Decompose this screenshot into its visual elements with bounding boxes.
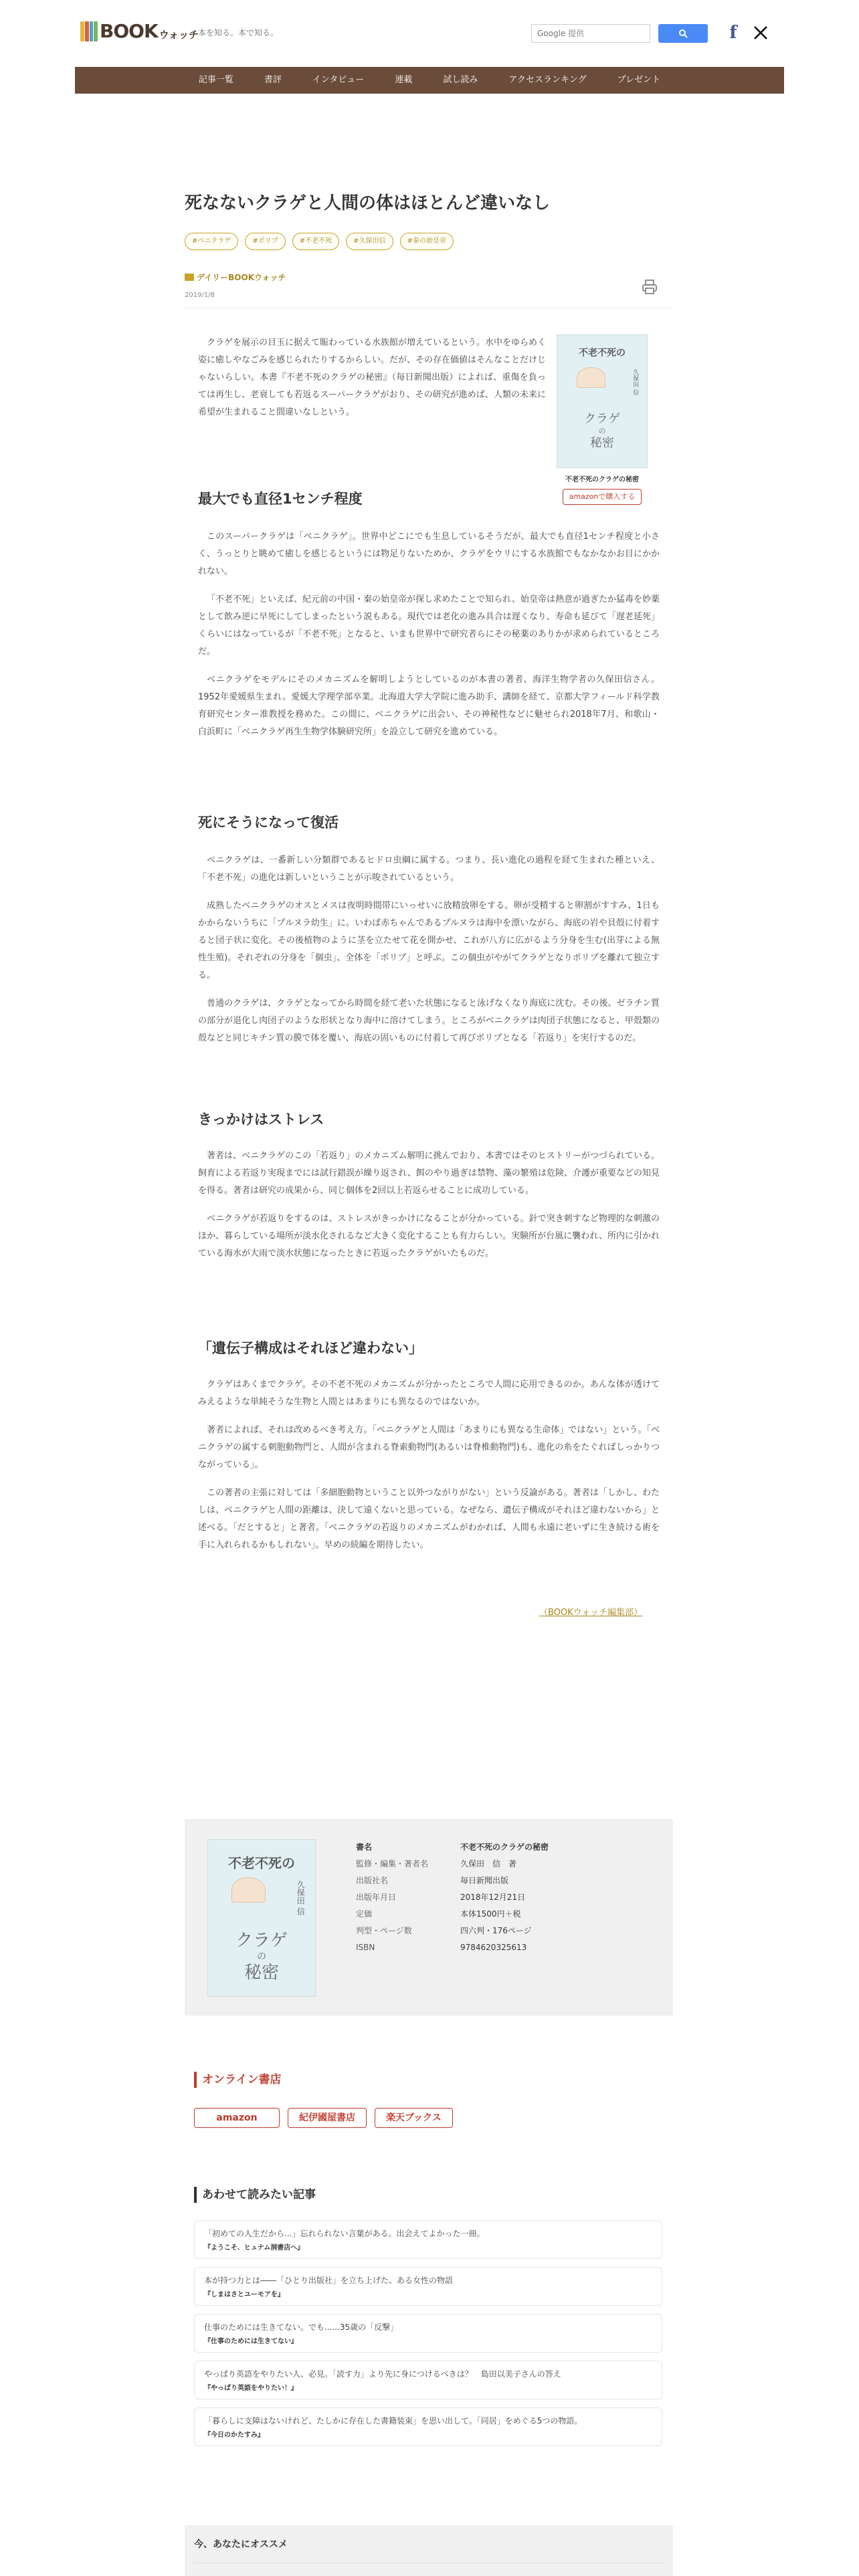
info-key: 書名 (356, 1842, 373, 1852)
print-icon[interactable] (641, 278, 658, 296)
cover-title-top: 不老不死の (579, 347, 626, 358)
tag[interactable]: #秦の始皇帝 (400, 233, 454, 250)
folder-icon (185, 274, 194, 281)
paragraph: この著者の主張に対しては「多細胞動物ということ以外つながりがない」という反論がある。著者は「しかし、わたしは、ベニクラゲと人間の距離は、決して遠くないと思っている。なぜなら、遺伝子構成がそれほど違わないから」と述べる。「だとすると」と著者。「ベニクラゲの若返りのメカニズムがわかれば、人間も永遠に老いずに生き続ける術を手に入れられるかもしれない」。早めの続編を期待したい。 (198, 1488, 660, 1550)
nav-item-reviews[interactable]: 書評 (264, 75, 282, 85)
article-section (198, 812, 660, 1058)
paragraph: ベニクラゲが若返りをするのは、ストレスがきっかけになることが分かっている。針で突き刺すなど物理的な刺激のほか、暮らしている場所が淡水化されるなど大きく変化することも有力らしい。実験所が台風に襲われ、所内に引かれている海水が大雨で淡水状態になったときに若返ったクラゲがいたものだ。 (198, 1214, 660, 1259)
site-header (75, 13, 784, 53)
cover-main-3: 秘密 (590, 435, 614, 450)
credit-text: BOOKウォッチ編集部 (548, 1608, 634, 1618)
related-book: 『今日のかたすみ』 (204, 2432, 264, 2439)
cover-main-1: クラゲ (584, 411, 620, 426)
section-heading: 最大でも直径1センチ程度 (198, 491, 363, 507)
info-value: 久保田 信 著 (460, 1859, 517, 1868)
info-row-price (356, 1906, 549, 1923)
related-heading: あわせて読みたい記事 (194, 2187, 316, 2203)
cover-main-title (557, 412, 647, 451)
cover-main-3: 秘密 (244, 1962, 279, 1983)
related-item[interactable] (194, 2407, 662, 2446)
cover-main-2: の (257, 1951, 266, 1962)
section-heading: きっかけはストレス (198, 1111, 324, 1128)
logo-books-icon (80, 21, 98, 41)
tag[interactable]: #不老不死 (292, 233, 339, 250)
info-value: 9784620325613 (460, 1943, 527, 1952)
side-book (557, 334, 648, 505)
related-book: 『やっぱり英語をやりたい！』 (204, 2385, 298, 2392)
book-info-table (356, 1839, 549, 1956)
book-cover-large[interactable] (207, 1839, 316, 1997)
amazon-buy-button[interactable]: amazonで購入する (563, 489, 642, 505)
page-title: 死なないクラゲと人間の体はほとんど違いなし (185, 193, 551, 213)
lead-paragraph: クラゲを展示の目玉に据えて賑わっている水族館が増えているという。水中をゆらめく姿に癒しやなごみを感じられたりするからしい。だが、その存在価値はそんなことだけじゃないらしい。本書『不老不死のクラゲの秘密』（毎日新聞出版）によれば、重傷を負っては再生し、老衰しても若返るスーパークラゲがおり、その研究が進めば、人類の未来に希望が生まれること間違いなしという。 (198, 338, 547, 417)
related-item[interactable] (194, 2361, 662, 2399)
store-buttons (194, 2108, 453, 2128)
related-desc: やっぱり英語をやりたい人、必見。「読す力」より先に身につけるべきは？ 島田以美子さんの答え (204, 2369, 561, 2379)
info-key: 出版年月日 (356, 1893, 397, 1902)
info-row-author (356, 1856, 549, 1872)
paragraph: このスーパークラゲは「ベニクラゲ」。世界中どこにでも生息しているそうだが、最大でも直径1センチ程度と小さく、うっとりと眺めて癒しを感じるというには物足りないためか、クラゲをウリにする水族館でもなかなかお目にかかれない。 (198, 532, 660, 576)
paragraph: 成熟したベニクラゲのオスとメスは夜明時間帯にいっせいに放精放卵をする。卵が受精すると卵割がすすみ、1日もかからないうちに「プルヌラ幼生」に。いわば赤ちゃんであるプルヌラは海中を漂いながら、海底の岩や貝殻に付着すると団子状に変化。その後植物のように茎を立たせて花を開かせ、これが八方に広がるよう分身を生む(出芽による無性生殖)。それぞれの分身を「個虫」、全体を「ポリプ」と呼ぶ。この個虫がやがてクラゲとなりポリプを離れて独立する。 (198, 901, 660, 980)
related-book: 『しまはさとユーモアを』 (204, 2291, 284, 2298)
paragraph: 普通のクラゲは、クラゲとなってから時間を経て老いた状態になると泳げなくなり海底に沈む。その後、ゼラチン質の部分が退化し肉団子のような形状となり海中に溶けてしまう。ところがベニクラゲは肉団子状態になると、甲殻類の殻などと同じキチン質の膜で体を覆い、海底の固いものに付着して再びポリプとなる「若返り」を実行するのだ。 (198, 998, 660, 1043)
info-row-format (356, 1923, 549, 1939)
info-row-isbn (356, 1939, 549, 1956)
nav-item-interviews[interactable]: インタビュー (312, 75, 365, 85)
tag-list (185, 233, 454, 250)
info-key: 判型・ページ数 (356, 1926, 412, 1935)
paragraph: 著者は、ベニクラゲのこの「若返り」のメカニズム解明に挑んでおり、本書ではそのヒストリーがつづられている。飼育による若返り実現までには試行錯誤が繰り返され、餌のやり過ぎは禁物、藻の繁殖は危険、介護が重要などの知見を得る。著者は研究の成果から、同じ個体を2回以上若返らせることに成功している。 (198, 1151, 660, 1196)
logo-text: BOOK (100, 20, 158, 42)
online-store-heading: オンライン書店 (194, 2072, 282, 2088)
book-info-panel (185, 1819, 673, 2016)
tag[interactable]: #ポリプ (245, 233, 285, 250)
store-kinokuniya-button[interactable]: 紀伊國屋書店 (288, 2108, 367, 2128)
search-icon (678, 29, 688, 38)
section-heading: 死にそうになって復活 (198, 815, 339, 831)
related-list (194, 2220, 662, 2454)
store-amazon-button[interactable]: amazon (194, 2108, 280, 2128)
search-box[interactable] (531, 24, 650, 43)
jellyfish-illustration (577, 367, 605, 389)
info-value: 四六判・176ページ (460, 1926, 532, 1935)
book-cover-image[interactable] (557, 334, 648, 468)
related-desc: 「暮らしに支障はないけれど、たしかに存在した書籍装束」を思い出して。「同居」をめぐる5つの物語。 (204, 2416, 583, 2426)
paragraph: ベニクラゲは、一番新しい分類群であるヒドロ虫綱に属する。つまり、長い進化の過程を経て生まれた種といえ、「不老不死」の進化は新しいということが示唆されているという。 (198, 855, 660, 883)
x-twitter-icon[interactable] (752, 23, 769, 43)
article-section (198, 1109, 660, 1273)
info-key: 監修・編集・著者名 (356, 1859, 429, 1868)
info-value: 2018年12月21日 (460, 1893, 526, 1902)
cover-author: 久保田 信 (296, 1880, 306, 1915)
info-key: 出版社名 (356, 1876, 389, 1885)
source-label: デイリーBOOKウォッチ (197, 273, 286, 282)
cover-main-1: クラゲ (235, 1930, 288, 1951)
info-row-title (356, 1839, 549, 1856)
cover-author: 久保田 信 (632, 369, 639, 396)
article-source[interactable] (185, 272, 286, 283)
recommend-panel (185, 2525, 673, 2576)
info-value: 毎日新聞出版 (460, 1876, 509, 1885)
nav-item-series[interactable]: 連載 (395, 75, 413, 85)
related-item[interactable] (194, 2267, 662, 2306)
jellyfish-illustration (231, 1877, 266, 1902)
nav-item-trial-reading[interactable]: 試し読み (443, 75, 478, 85)
info-key: 定価 (356, 1909, 373, 1919)
book-caption: 不老不死のクラゲの秘密 (565, 476, 639, 484)
related-item[interactable] (194, 2314, 662, 2353)
cover-main-2: の (598, 426, 606, 435)
cover-title-top: 不老不死の (228, 1854, 295, 1871)
related-desc: 本が持つ力とは――「ひとり出版社」を立ち上げた、ある女性の物語 (204, 2276, 454, 2285)
nav-item-ranking[interactable]: アクセスランキング (508, 75, 587, 85)
paragraph: 「不老不死」といえば、紀元前の中国・秦の始皇帝が探し求めたことで知られ、始皇帝は熱意が過ぎたか猛毒を妙薬として飲み逆に早死にしてしまったという説もある。現代では老化の進み具合は遅くなり、寿命も延びて「遅老延死」くらいにはなっているが「不老不死」となると、いまも世界中で研究者らにその秘薬のありかが求められているところだ。 (198, 595, 660, 657)
search-input[interactable] (532, 25, 650, 42)
info-key: ISBN (356, 1943, 375, 1952)
related-desc: 「初めての人生だから...」忘れられない言葉がある。出会えてよかった一冊。 (204, 2229, 485, 2238)
store-rakuten-button[interactable]: 楽天ブックス (375, 2108, 453, 2128)
article-section (198, 488, 660, 752)
article-section (198, 1337, 660, 1565)
nav-item-present[interactable]: プレゼント (617, 75, 661, 85)
paragraph: 著者によれば、それは改めるべき考え方。「ベニクラゲと人間は「あまりにも異なる生命体」ではない」という。「ベニクラゲの属する刺胞動物門と、人間が含まれる脊索動物門(あるいは脊椎動物門)も、進化の糸をたぐればしっかりつながっている」。 (198, 1425, 660, 1470)
tag[interactable]: #久保田信 (346, 233, 393, 250)
publish-date: 2019/1/8 (185, 292, 215, 299)
info-row-date (356, 1889, 549, 1906)
search-button[interactable] (658, 24, 708, 43)
info-value: 不老不死のクラゲの秘密 (460, 1842, 549, 1852)
related-book: 『仕事のためには生きてない』 (204, 2338, 298, 2345)
nav-item-articles[interactable]: 記事一覧 (198, 75, 233, 85)
paragraph: クラゲはあくまでクラゲ。その不老不死のメカニズムが分かったところで人間に応用できるのか。あんな体が透けてみえるような単純そうな生物と人間とはあまりにも異なるのではないか。 (198, 1380, 660, 1407)
facebook-icon[interactable]: f (729, 23, 737, 43)
site-logo[interactable] (80, 21, 199, 41)
tag[interactable]: #ベニクラゲ (185, 233, 238, 250)
info-value: 本体1500円＋税 (460, 1909, 521, 1919)
related-item[interactable] (194, 2220, 662, 2259)
tagline: 本を知る。本で知る。 (198, 28, 279, 37)
paragraph: ベニクラゲをモデルにそのメカニズムを解明しようとしているのが本書の著者、海洋生物学者の久保田信さん。1952年愛媛県生まれ。愛媛大学理学部卒業。北海道大学大学院に進み助手、講師を経て、京都大学フィールド科学教育研究センター准教授を務めた。この間に、ベニクラゲに出会い、その神秘性などに魅せられ2018年7月、和歌山・白浜町に「ベニクラゲ再生生物学体験研究所」を設立して研究を進めている。 (198, 675, 660, 737)
related-book: 『ようこそ、ヒュナム洞書店へ』 (204, 2244, 304, 2252)
global-nav (75, 67, 784, 94)
cover-main-title (208, 1931, 315, 1983)
section-heading: 「遺伝子構成はそれほど違わない」 (198, 1340, 423, 1356)
related-desc: 仕事のためには生きてない。でも......35歳の「反撃」 (204, 2323, 399, 2332)
credit-link[interactable]: （BOOKウォッチ編集部） (539, 1608, 643, 1618)
logo-sub: ウォッチ (159, 28, 199, 41)
recommend-title: 今、あなたにオススメ (194, 2539, 288, 2550)
info-row-publisher (356, 1872, 549, 1889)
